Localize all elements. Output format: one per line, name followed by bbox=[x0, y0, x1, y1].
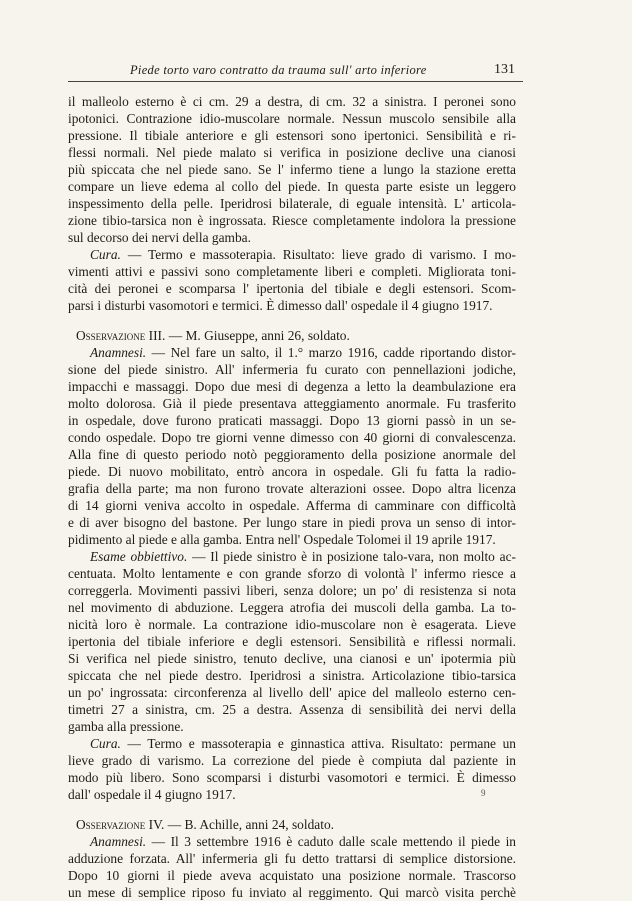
page-number: 131 bbox=[494, 62, 515, 77]
text-line: parsi i disturbi vasomotori e termici. È dimesso dall' ospedale il 4 giugno 1917. bbox=[68, 298, 493, 313]
paragraph-anamnesi-obs4 bbox=[68, 833, 516, 901]
text-line: un po' ingrossata: circonferenza al livello dell' apice del malleolo esterno cen- bbox=[68, 685, 516, 700]
text-line: Cura. — Termo e massoterapia. Risultato: lieve grado di varismo. I mo- bbox=[90, 247, 516, 262]
text-line: cità dei peronei e scomparsa l' ipertonia del tibiale e degli estensori. Scom- bbox=[68, 281, 516, 296]
text-line: correggerla. Movimenti passivi liberi, senza dolore; un po' di resistenza si nota bbox=[68, 583, 516, 598]
text-line: Dopo 10 giorni il piede aveva acquistato una posizione normale. Trascorso bbox=[68, 868, 516, 883]
text-line: sul decorso dei nervi della gamba. bbox=[68, 230, 251, 245]
section-label: Anamnesi. bbox=[90, 345, 147, 360]
observation-heading-3: Osservazione III. — M. Giuseppe, anni 26, soldato. bbox=[76, 328, 350, 343]
text-line: flessi normali. Nel piede malato si verifica in posizione declive una cianosi bbox=[68, 145, 516, 160]
text-line: impacchi e massaggi. Dopo due mesi di degenza a letto la deambulazione era bbox=[68, 379, 516, 394]
text-line: un mese di semplice riposo fu inviato al reggimento. Qui marcò visita perchè bbox=[68, 885, 516, 900]
text-line: grafia della parte; ma non furono trovate alterazioni ossee. Dopo altra licenza bbox=[68, 481, 516, 496]
text-line: Esame obbiettivo. — Il piede sinistro è in posizione talo-vara, non molto ac- bbox=[90, 549, 516, 564]
text-line: Anamnesi. — Nel fare un salto, il 1.° marzo 1916, cadde riportando distor- bbox=[90, 345, 516, 360]
text-line: il malleolo esterno è ci cm. 29 a destra, di cm. 32 a sinistra. I peronei sono bbox=[68, 94, 516, 109]
text-line: zione tibio-tarsica non è ingrossata. Riesce completamente indolora la pressione bbox=[68, 213, 516, 228]
text-line: Si verifica nel piede sinistro, tenuto declive, una cianosi e un' ipotermia più bbox=[68, 651, 516, 666]
section-label: Cura. bbox=[90, 247, 121, 262]
observation-heading-4: Osservazione IV. — B. Achille, anni 24, soldato. bbox=[76, 817, 334, 832]
text-line: ipertonia del tibiale inferiore e degli estensori. Sensibilità e riflessi normali. bbox=[68, 634, 516, 649]
text-line: molto dolorosa. Già il piede presentava atteggiamento anormale. Fu trasferito bbox=[68, 396, 516, 411]
text-line: nel movimento di abduzione. Leggera atrofia dei muscoli della gamba. La to- bbox=[68, 600, 516, 615]
text-line: più spiccata che nel piede sano. Se l' infermo tiene a lungo la stazione eretta bbox=[68, 162, 516, 177]
paragraph-cura-obs3 bbox=[68, 735, 516, 803]
paragraph-cura-obs2 bbox=[68, 246, 516, 314]
paragraph-esame-obs3 bbox=[68, 548, 516, 735]
text-line: inspessimento della pelle. Iperidrosi bilaterale, di eguale intensità. L' articola- bbox=[68, 196, 516, 211]
text-line: Alla fine di questo periodo notò peggioramento della posizione anormale del bbox=[68, 447, 516, 462]
section-label: Cura. bbox=[90, 736, 121, 751]
paragraph-obs2-continuation bbox=[68, 93, 516, 246]
text-line: compare un lieve edema al collo del piede. In questa parte esiste un leggero bbox=[68, 179, 516, 194]
text-line: adduzione forzata. All' infermeria gli fu detto trattarsi di semplice distorsione. bbox=[68, 851, 516, 866]
text-line: piede. Di nuovo mobilitato, entrò ancora in ospedale. Gli fu fatta la radio- bbox=[68, 464, 516, 479]
text-line: modo più libero. Sono scomparsi i disturbi vasomotori e termici. È dimesso bbox=[68, 770, 516, 785]
paragraph-anamnesi-obs3 bbox=[68, 344, 516, 548]
running-header bbox=[68, 59, 523, 82]
text-line: di 14 giorni veniva accolto in ospedale. Afferma di camminare con difficoltà bbox=[68, 498, 516, 513]
text-line: pressione. Il tibiale anteriore e gli estensori sono ipertonici. Sensibilità e ri- bbox=[68, 128, 516, 143]
text-line: lieve grado di varismo. La correzione del piede è compiuta dal paziente in bbox=[68, 753, 516, 768]
text-line: dall' ospedale il 4 giugno 1917. bbox=[68, 787, 236, 802]
text-line: nicità loro è normale. La contrazione idio-muscolare non è esagerata. Lieve bbox=[68, 617, 516, 632]
text-line: sione del piede sinistro. All' infermeria fu curato con pennellazioni jodiche, bbox=[68, 362, 516, 377]
section-label: Esame obbiettivo. bbox=[90, 549, 188, 564]
text-line: in ospedale, dove furono praticati massaggi. Dopo 13 giorni passò in un se- bbox=[68, 413, 516, 428]
body-text bbox=[68, 93, 516, 901]
section-label: Anamnesi. bbox=[90, 834, 147, 849]
printer-signature-mark: 9 bbox=[481, 788, 486, 798]
text-line: spiccata che nel piede destro. Iperidrosi a sinistra. Articolazione tibio-tarsica bbox=[68, 668, 516, 683]
text-line: vimenti attivi e passivi sono completamente liberi e completi. Migliorata toni- bbox=[68, 264, 516, 279]
text-line: condo ospedale. Dopo tre giorni venne dimesso con 40 giorni di convalescenza. bbox=[68, 430, 516, 445]
text-line: centuata. Molto lentamente e con grande sforzo di volontà l' infermo riesce a bbox=[68, 566, 516, 581]
text-line: gamba alla pressione. bbox=[68, 719, 184, 734]
text-line: Anamnesi. — Il 3 settembre 1916 è caduto dalle scale mettendo il piede in bbox=[90, 834, 516, 849]
text-line: Cura. — Termo e massoterapia e ginnastica attiva. Risultato: permane un bbox=[90, 736, 516, 751]
text-line: timetri 27 a sinistra, cm. 25 a destra. Assenza di sensibilità dei nervi della bbox=[68, 702, 516, 717]
running-title: Piede torto varo contratto da trauma sull' arto inferiore bbox=[130, 63, 427, 77]
text-line: e di aver bisogno del bastone. Per lungo stare in piedi prova un senso di intor- bbox=[68, 515, 516, 530]
text-line: pidimento al piede e alla gamba. Entra nell' Ospedale Tolomei il 19 aprile 1917. bbox=[68, 532, 496, 547]
text-line: ipotonici. Contrazione idio-muscolare normale. Nessun muscolo sensibile alla bbox=[68, 111, 516, 126]
